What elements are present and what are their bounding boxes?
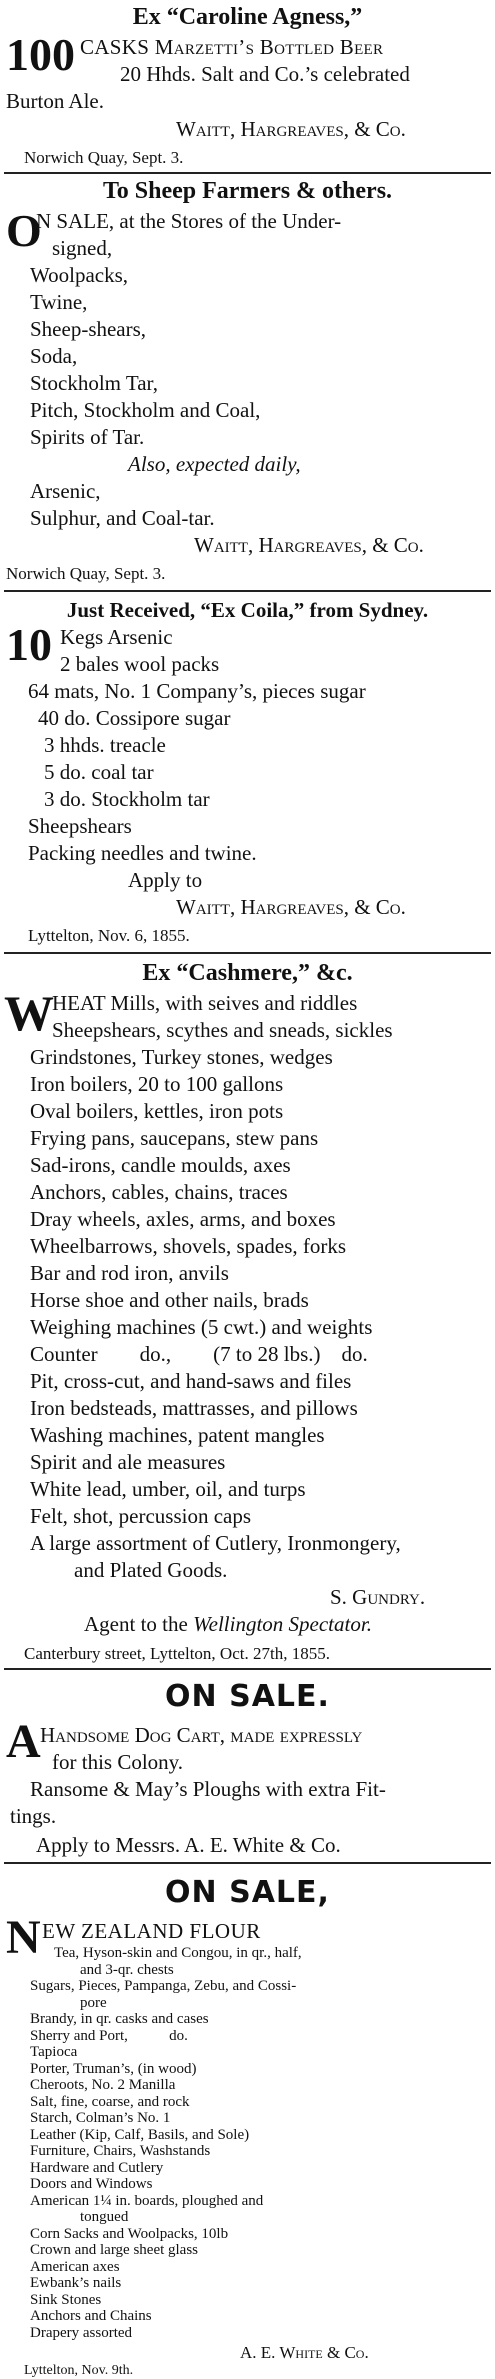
ad3-item: 40 do. Cossipore sugar: [38, 706, 231, 730]
ad2-dateline: Norwich Quay, Sept. 3.: [6, 564, 166, 583]
ad6-item: Salt, fine, coarse, and rock: [30, 2093, 190, 2110]
ad6-item: Drapery assorted: [30, 2324, 133, 2341]
ad6-item: Crown and large sheet glass: [30, 2242, 199, 2258]
ad4-line1: HEAT Mills, with seives and riddles: [52, 991, 358, 1015]
ad6-item: American 1¼ in. boards, ploughed and: [30, 2192, 264, 2209]
ad6-item: Tapioca: [30, 2044, 78, 2060]
ad4-item: Grindstones, Turkey stones, wedges: [30, 1045, 333, 1069]
ad1-line2: 20 Hhds. Salt and Co.’s celebrated: [120, 62, 410, 86]
ad5-line3: Ransome & May’s Ploughs with extra Fit-: [30, 1777, 386, 1801]
ad4-agent-line: [84, 1611, 372, 1638]
ad4-item: Horse shoe and other nails, brads: [30, 1288, 309, 1312]
ad6-line1: EW ZEALAND FLOUR: [42, 1919, 261, 1943]
ad4-item: Weighing machines (5 cwt.) and weights: [30, 1315, 373, 1339]
ad2-line1: N SALE, at the Stores of the Under-: [36, 209, 342, 233]
ad1-heading: Ex “Caroline Agness,”: [132, 4, 363, 30]
ad4-item: Bar and rod iron, anvils: [30, 1261, 229, 1285]
ad4-agent-paper: Wellington Spectator.: [193, 1612, 372, 1636]
ad2-item: Spirits of Tar.: [30, 425, 145, 449]
divider-rule: [4, 1668, 491, 1670]
ad2-signature: Waitt, Hargreaves, & Co.: [194, 533, 424, 557]
ad2-item: Soda,: [30, 344, 78, 368]
ad4-item: A large assortment of Cutlery, Ironmongery,: [30, 1531, 401, 1555]
ad4-item: Washing machines, patent mangles: [30, 1423, 325, 1447]
divider-rule: [4, 952, 491, 954]
ad6-item: Corn Sacks and Woolpacks, 10lb: [30, 2225, 229, 2242]
ad1-line1: CASKS Marzetti’s Bottled Beer: [80, 35, 384, 59]
ad2-item: Stockholm Tar,: [30, 371, 158, 395]
ad4-signature: S. Gundry.: [330, 1585, 426, 1609]
ad2-heading: To Sheep Farmers & others.: [102, 178, 393, 204]
ad6-item: Cheroots, No. 2 Manilla: [30, 2077, 176, 2093]
ad6-heading: ON SALE,: [165, 1875, 330, 1910]
ad6-item: Hardware and Cutlery: [30, 2159, 164, 2176]
ad4-item: Iron bedsteads, mattrasses, and pillows: [30, 1396, 358, 1420]
ad4-item: Sheepshears, scythes and sneads, sickles: [52, 1018, 393, 1042]
ad4-item: Counter do., (7 to 28 lbs.) do.: [30, 1342, 368, 1366]
ad4-item: Dray wheels, axles, arms, and boxes: [30, 1207, 336, 1231]
ad4-item: Sad-irons, candle moulds, axes: [30, 1153, 291, 1177]
ad4-item: Felt, shot, percussion caps: [30, 1504, 252, 1528]
ad3-item: 64 mats, No. 1 Company’s, pieces sugar: [28, 679, 366, 703]
ad3-item: 3 hhds. treacle: [44, 733, 166, 757]
ad6-item: Brandy, in qr. casks and cases: [30, 2011, 209, 2027]
ad4-dateline: Canterbury street, Lyttelton, Oct. 27th, 1855.: [24, 1644, 330, 1663]
ad2-item: Sulphur, and Coal-tar.: [30, 506, 215, 530]
divider-rule: [4, 590, 491, 592]
ad6-item: Starch, Colman’s No. 1: [30, 2110, 171, 2126]
ad4-item: Anchors, cables, chains, traces: [30, 1180, 288, 1204]
ad1-dateline: Norwich Quay, Sept. 3.: [24, 148, 184, 167]
ad6-item: tongued: [80, 2209, 129, 2225]
ad6-item: Leather (Kip, Calf, Basils, and Sole): [30, 2126, 250, 2143]
ad3-item: 5 do. coal tar: [44, 760, 154, 784]
ad6-item: Ewbank’s nails: [30, 2275, 122, 2291]
ad2-line2: signed,: [52, 236, 113, 260]
ad6-item: Doors and Windows: [30, 2176, 153, 2192]
ad6-item: Anchors and Chains: [30, 2308, 152, 2324]
ad4-heading: Ex “Cashmere,” &c.: [142, 960, 353, 986]
ad4-item: Pit, cross-cut, and hand-saws and files: [30, 1369, 352, 1393]
ad3-heading: Just Received, “Ex Coila,” from Sydney.: [66, 598, 429, 622]
ad3-apply: Apply to: [128, 868, 203, 892]
divider-rule: [4, 1862, 491, 1864]
ad6-item: Sherry and Port, do.: [30, 2027, 188, 2044]
ad6-drop-cap: N: [6, 1911, 41, 1964]
ad2-item: Arsenic,: [30, 479, 101, 503]
ad4-drop-cap: W: [4, 985, 54, 1041]
ad4-item: and Plated Goods.: [74, 1558, 228, 1582]
ad4-agent: Agent to the: [84, 1612, 188, 1636]
ad6-dateline: Lyttelton, Nov. 9th.: [24, 2363, 134, 2378]
ad6-item: and 3-qr. chests: [80, 1961, 174, 1978]
ad5-heading: ON SALE.: [165, 1679, 330, 1714]
divider-rule: [4, 172, 491, 174]
ad4-item: Oval boilers, kettles, iron pots: [30, 1099, 284, 1123]
ad3-dateline: Lyttelton, Nov. 6, 1855.: [28, 926, 190, 945]
ad1-line3: Burton Ale.: [6, 89, 104, 113]
ad3-signature: Waitt, Hargreaves, & Co.: [176, 895, 406, 919]
ad5-drop-cap: A: [6, 1715, 41, 1768]
ad3-drop-cap: 10: [6, 619, 52, 670]
ad5-line2: for this Colony.: [52, 1750, 184, 1774]
ad4-item: Frying pans, saucepans, stew pans: [30, 1126, 319, 1150]
ad5-line1: Handsome Dog Cart, made expressly: [40, 1723, 363, 1747]
ad6-item: Furniture, Chairs, Washstands: [30, 2143, 211, 2159]
ad4-item: Iron boilers, 20 to 100 gallons: [30, 1072, 284, 1096]
ad6-signature: A. E. White & Co.: [240, 2343, 369, 2362]
ad1-drop-cap: 100: [6, 29, 75, 80]
ad6-item: American axes: [30, 2258, 120, 2275]
ad6-item: Sugars, Pieces, Pampanga, Zebu, and Cossi-: [30, 1978, 297, 1994]
ad2-drop-cap: O: [6, 205, 42, 256]
ad3-line1: Kegs Arsenic: [60, 625, 173, 649]
ad2-item: Pitch, Stockholm and Coal,: [30, 398, 261, 422]
ad6-item: Sink Stones: [30, 2291, 102, 2308]
ad3-item: Packing needles and twine.: [28, 841, 257, 865]
ad5-line5: Apply to Messrs. A. E. White & Co.: [36, 1833, 341, 1857]
ad4-item: White lead, umber, oil, and turps: [30, 1477, 306, 1501]
ad4-item: Wheelbarrows, shovels, spades, forks: [30, 1234, 347, 1258]
ad6-item: Tea, Hyson-skin and Congou, in qr., half,: [54, 1945, 302, 1961]
ad2-expected: Also, expected daily,: [128, 452, 301, 476]
ad5-line4: tings.: [10, 1804, 57, 1828]
ad6-item: pore: [80, 1994, 107, 2011]
ad4-item: Spirit and ale measures: [30, 1450, 226, 1474]
ad3-item: 2 bales wool packs: [60, 652, 220, 676]
ad3-item: Sheepshears: [28, 814, 132, 838]
ad1-signature: Waitt, Hargreaves, & Co.: [176, 117, 406, 141]
ad3-item: 3 do. Stockholm tar: [44, 787, 210, 811]
ad2-item: Woolpacks,: [30, 263, 129, 287]
ad2-item: Sheep-shears,: [30, 317, 147, 341]
ad6-item: Porter, Truman’s, (in wood): [30, 2060, 197, 2077]
ad2-item: Twine,: [30, 290, 88, 314]
